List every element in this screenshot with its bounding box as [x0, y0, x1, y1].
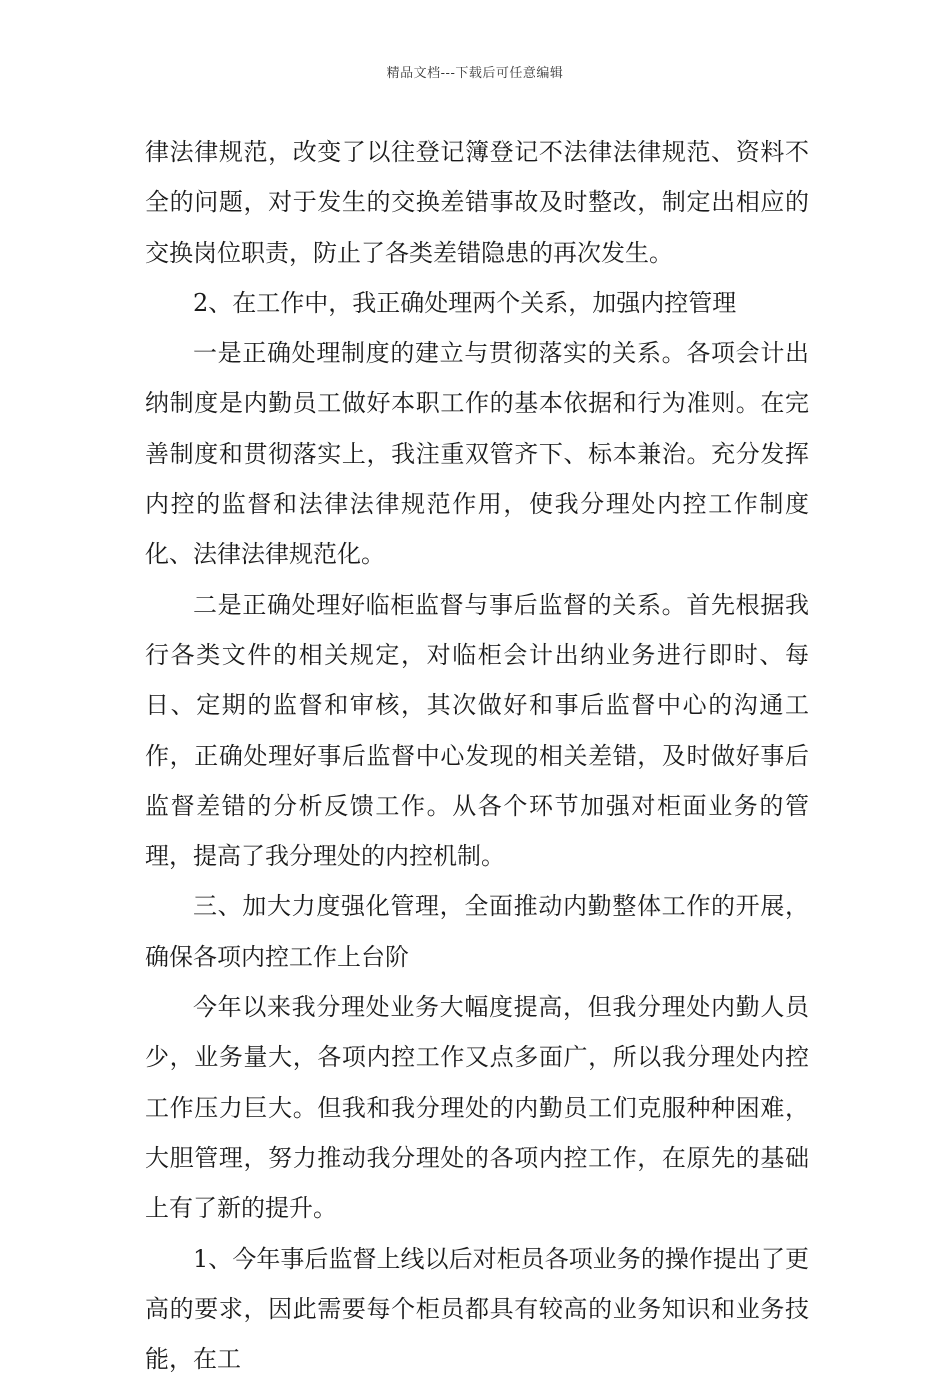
paragraph-business-growth: 今年以来我分理处业务大幅度提高，但我分理处内勤人员少，业务量大，各项内控工作又点多面广，所以我分理处内控工作压力巨大。但我和我分理处的内勤员工们克服种种困难，大胆管理，努力推动我分理处的各项内控工作，在原先的基础上有了新的提升。	[145, 993, 809, 1223]
paragraph-section-2-heading: 2、在工作中，我正确处理两个关系，加强内控管理	[193, 288, 737, 317]
page-header: 精品文档---下载后可任意编辑	[386, 66, 564, 81]
paragraph-second-relation: 二是正确处理好临柜监督与事后监督的关系。首先根据我行各类文件的相关规定，对临柜会计出纳业务进行即时、每日、定期的监督和审核，其次做好和事后监督中心的沟通工作，正确处理好事后监督中心发现的相关差错，及时做好事后监督差错的分析反馈工作。从各个环节加强对柜面业务的管理，提高了我分理处的内控机制。	[145, 590, 809, 871]
paragraph-first-relation: 一是正确处理制度的建立与贯彻落实的关系。各项会计出纳制度是内勤员工做好本职工作的基本依据和行为准则。在完善制度和贯彻落实上，我注重双管齐下、标本兼治。充分发挥内控的监督和法律法律规范作用，使我分理处内控工作制度化、法律法律规范化。	[145, 339, 809, 569]
paragraph-continuation: 律法律规范，改变了以往登记簿登记不法律法律规范、资料不全的问题，对于发生的交换差错事故及时整改，制定出相应的交换岗位职责，防止了各类差错隐患的再次发生。	[145, 138, 809, 267]
paragraph-item-1: 1、今年事后监督上线以后对柜员各项业务的操作提出了更高的要求，因此需要每个柜员都具有较高的业务知识和业务技能，在工	[145, 1244, 809, 1374]
document-body	[145, 127, 809, 1384]
paragraph-section-3-heading: 三、加大力度强化管理，全面推动内勤整体工作的开展，确保各项内控工作上台阶	[145, 892, 809, 971]
